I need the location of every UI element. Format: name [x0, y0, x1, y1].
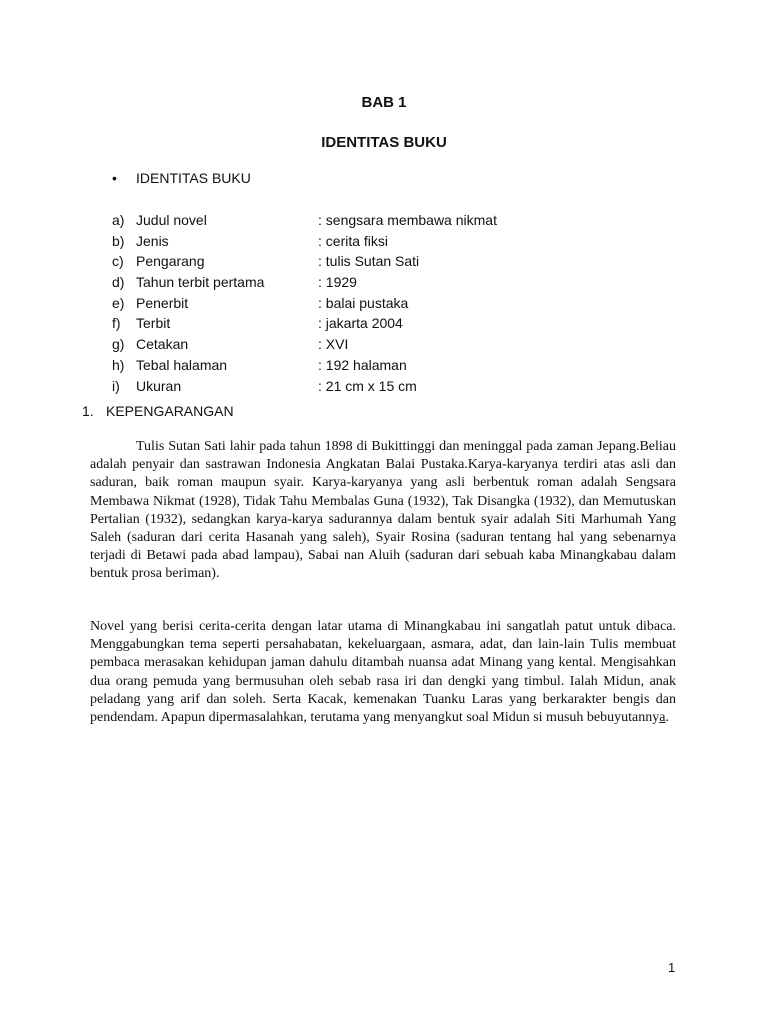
identity-label: Terbit: [136, 315, 171, 332]
paragraph-synopsis-text: Novel yang berisi cerita-cerita dengan latar utama di Minangkabau ini sangatlah patut untuk dibaca. Menggabungkan tema seperti persahabatan, kekeluargaan, asmara, adat, dan lain-lain Tulis membuat pembaca merasakan kehidupan jaman dahulu ditambah nuansa adat Minang yang kental. Mengisahkan dua orang pemuda yang bermusuhan oleh sebab rasa iri dan dengki yang timbul. Ialah Midun, anak peladang yang arif dan soleh. Serta Kacak, kemenakan Tuanku Laras yang berkarakter bengis dan pendendam. Apapun dipermasalahkan, terutama yang menyangkut soal Midun si musuh bebuyutanny: [90, 619, 676, 726]
identity-label: Ukuran: [136, 377, 182, 394]
section-title: KEPENGARANGAN: [106, 403, 234, 419]
identity-label: Penerbit: [136, 294, 189, 311]
section-heading: [82, 403, 234, 419]
page-number: 1: [668, 960, 676, 975]
book-title-heading: IDENTITAS BUKU: [321, 134, 447, 151]
identity-value: : sengsara membawa nikmat: [318, 212, 497, 228]
identity-letter: c): [112, 253, 124, 270]
identity-value: : jakarta 2004: [318, 315, 403, 332]
identity-letter: f): [112, 315, 121, 332]
paragraph-synopsis: [90, 618, 676, 727]
bullet-icon: •: [112, 170, 117, 186]
bullet-heading-text: IDENTITAS BUKU: [136, 170, 251, 186]
identity-value: : XVI: [318, 336, 349, 353]
identity-value: : 21 cm x 15 cm: [318, 377, 417, 394]
identity-value: : 192 halaman: [318, 356, 407, 373]
identity-value: : cerita fiksi: [318, 232, 389, 249]
bullet-heading: [112, 170, 251, 186]
chapter-heading: BAB 1: [361, 94, 407, 111]
identity-letter: i): [112, 377, 120, 394]
identity-value: : balai pustaka: [318, 294, 409, 311]
identity-value: : tulis Sutan Sati: [318, 253, 420, 270]
identity-letter: a): [112, 212, 125, 228]
identity-label: Jenis: [136, 232, 169, 249]
identity-label: Pengarang: [136, 253, 205, 270]
identity-label: Judul novel: [136, 212, 207, 228]
identity-letter: g): [112, 336, 125, 353]
identity-label: Tahun terbit pertama: [136, 274, 265, 291]
identity-label: Cetakan: [136, 336, 189, 353]
identity-value: : 1929: [318, 274, 357, 291]
identity-letter: h): [112, 356, 125, 373]
identity-letter: d): [112, 274, 125, 291]
identity-label: Tebal halaman: [136, 356, 228, 373]
paragraph-author: Tulis Sutan Sati lahir pada tahun 1898 di Bukittinggi dan meninggal pada zaman Jepang.Beliau adalah penyair dan sastrawan Indonesia Angkatan Balai Pustaka.Karya-karyanya terdiri atas asli dan saduran, baik roman maupun syair. Karya-karyanya yang asli berbentuk roman adalah Sengsara Membawa Nikmat (1928), Tidak Tahu Membalas Guna (1932), Tak Disangka (1932), dan Memutuskan Pertalian (1932), sedangkan karya-karya sadurannya dalam bentuk syair adalah Siti Marhumah Yang Saleh (saduran dari cerita Hasanah yang saleh), Syair Rosina (saduran tentang hal yang sebenarnya terjadi di Betawi pada abad lampau), Sabai nan Aluih (saduran dari sebuah kaba Minangkabau dalam bentuk prosa beriman).: [90, 439, 676, 582]
identity-letter: e): [112, 294, 125, 311]
identity-letter: b): [112, 232, 125, 249]
underlined-letter: a: [659, 710, 666, 726]
section-number: 1.: [82, 403, 94, 419]
paragraph-end-period: .: [665, 710, 669, 726]
